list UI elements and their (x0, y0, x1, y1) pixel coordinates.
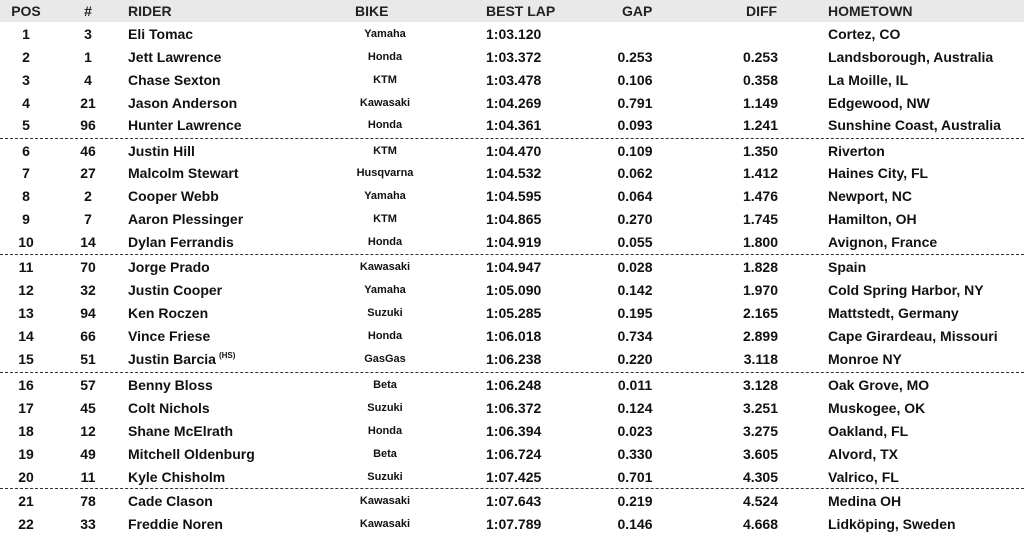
row-rider: Kyle Chisholm (128, 469, 226, 485)
row-number: 21 (80, 95, 96, 111)
row-gap: 0.253 (617, 49, 653, 65)
group-divider (0, 372, 1024, 373)
row-best-lap: 1:04.470 (486, 143, 542, 159)
row-diff: 2.165 (742, 305, 778, 321)
row-pos: 4 (22, 95, 30, 111)
row-hometown: Cape Girardeau, Missouri (828, 328, 998, 344)
row-rider: Ken Roczen (128, 305, 209, 321)
row-diff: 3.275 (742, 423, 778, 439)
row-pos: 21 (18, 493, 34, 509)
row-number: 14 (80, 234, 96, 250)
header-gap: GAP (622, 3, 653, 19)
row-best-lap: 1:07.643 (486, 493, 542, 509)
row-hometown: Oak Grove, MO (828, 377, 930, 393)
row-bike: Suzuki (367, 307, 403, 319)
row-number: 2 (84, 188, 92, 204)
row-best-lap: 1:03.478 (486, 72, 542, 88)
row-number: 46 (80, 143, 96, 159)
row-rider: Cade Clason (128, 493, 213, 509)
table-row (0, 325, 1024, 348)
group-divider (0, 488, 1024, 489)
row-bike: Yamaha (364, 284, 406, 296)
table-row (0, 23, 1024, 46)
header-diff: DIFF (746, 3, 778, 19)
row-diff: 1.800 (742, 234, 778, 250)
row-number: 27 (80, 165, 96, 181)
row-bike: Honda (367, 51, 403, 63)
row-hometown: Riverton (828, 143, 885, 159)
row-gap: 0.701 (617, 469, 653, 485)
row-diff: 1.241 (742, 117, 778, 133)
row-diff: 2.899 (742, 328, 778, 344)
row-best-lap: 1:06.394 (486, 423, 542, 439)
row-pos: 15 (18, 351, 34, 367)
row-bike: Suzuki (367, 402, 403, 414)
table-row (0, 443, 1024, 466)
row-number: 45 (80, 400, 96, 416)
row-gap: 0.146 (617, 516, 653, 532)
row-diff: 1.745 (742, 211, 778, 227)
row-rider: Mitchell Oldenburg (128, 446, 255, 462)
row-rider: Chase Sexton (128, 72, 221, 88)
row-bike: Yamaha (364, 28, 406, 40)
row-rider: Malcolm Stewart (128, 165, 239, 181)
row-rider: Hunter Lawrence (128, 117, 242, 133)
row-gap: 0.055 (617, 234, 653, 250)
table-row (0, 279, 1024, 302)
row-gap: 0.109 (617, 143, 653, 159)
row-hometown: Oakland, FL (828, 423, 909, 439)
row-bike: Beta (373, 448, 397, 460)
row-pos: 8 (22, 188, 30, 204)
row-gap: 0.142 (617, 282, 653, 298)
row-bike: Honda (367, 330, 403, 342)
table-row (0, 185, 1024, 208)
header-best-lap: BEST LAP (486, 3, 556, 19)
row-rider: Justin Hill (128, 143, 195, 159)
row-number: 4 (84, 72, 92, 88)
row-number: 66 (80, 328, 96, 344)
row-hometown: Cortez, CO (828, 26, 901, 42)
row-gap: 0.220 (617, 351, 653, 367)
row-pos: 11 (18, 259, 34, 275)
row-rider: Benny Bloss (128, 377, 213, 393)
table-header (0, 0, 1024, 22)
row-best-lap: 1:04.532 (486, 165, 542, 181)
row-diff: 1.476 (742, 188, 778, 204)
row-diff: 3.128 (742, 377, 778, 393)
table-row (0, 162, 1024, 185)
row-best-lap: 1:04.361 (486, 117, 542, 133)
row-rider: Aaron Plessinger (128, 211, 244, 227)
row-diff: 1.350 (742, 143, 778, 159)
row-pos: 14 (18, 328, 34, 344)
table-row (0, 69, 1024, 92)
table-row (0, 231, 1024, 254)
row-rider: Jett Lawrence (128, 49, 222, 65)
row-hometown: Sunshine Coast, Australia (828, 117, 1001, 133)
row-bike: Kawasaki (359, 495, 411, 507)
row-rider: Dylan Ferrandis (128, 234, 234, 250)
row-pos: 7 (22, 165, 30, 181)
rider-note: (HS) (218, 351, 236, 360)
row-rider: Cooper Webb (128, 188, 219, 204)
row-bike: Suzuki (367, 471, 403, 483)
row-hometown: Lidköping, Sweden (828, 516, 956, 532)
table-row (0, 397, 1024, 420)
row-best-lap: 1:05.090 (486, 282, 542, 298)
row-diff: 0.358 (742, 72, 778, 88)
row-gap: 0.023 (617, 423, 653, 439)
row-bike: Yamaha (364, 190, 406, 202)
row-gap: 0.734 (617, 328, 653, 344)
row-gap: 0.791 (617, 95, 653, 111)
row-bike: Beta (373, 379, 397, 391)
table-row (0, 490, 1024, 513)
group-divider (0, 254, 1024, 255)
row-best-lap: 1:03.372 (486, 49, 542, 65)
row-diff: 1.412 (742, 165, 778, 181)
row-pos: 16 (18, 377, 34, 393)
row-best-lap: 1:07.425 (486, 469, 542, 485)
row-diff: 4.668 (742, 516, 778, 532)
row-hometown: Alvord, TX (828, 446, 899, 462)
row-hometown: Edgewood, NW (828, 95, 930, 111)
row-hometown: Muskogee, OK (828, 400, 926, 416)
row-best-lap: 1:04.947 (486, 259, 542, 275)
row-rider: Justin Cooper (128, 282, 223, 298)
row-gap: 0.195 (617, 305, 653, 321)
row-number: 11 (80, 469, 96, 485)
header-number: # (84, 3, 92, 19)
row-best-lap: 1:06.724 (486, 446, 542, 462)
row-gap: 0.011 (617, 377, 653, 393)
row-hometown: Spain (828, 259, 867, 275)
row-best-lap: 1:04.865 (486, 211, 542, 227)
row-hometown: Valrico, FL (828, 469, 899, 485)
row-gap: 0.064 (617, 188, 653, 204)
row-rider: Jason Anderson (128, 95, 238, 111)
row-best-lap: 1:04.919 (486, 234, 542, 250)
row-gap: 0.219 (617, 493, 653, 509)
row-pos: 2 (22, 49, 30, 65)
table-row (0, 466, 1024, 489)
row-number: 78 (80, 493, 96, 509)
table-row (0, 302, 1024, 325)
row-bike: Kawasaki (359, 97, 411, 109)
row-pos: 9 (22, 211, 30, 227)
row-gap: 0.028 (617, 259, 653, 275)
row-gap: 0.330 (617, 446, 653, 462)
row-pos: 3 (22, 72, 30, 88)
row-rider: Shane McElrath (128, 423, 234, 439)
row-hometown: Landsborough, Australia (828, 49, 994, 65)
row-number: 7 (84, 211, 92, 227)
row-number: 96 (80, 117, 96, 133)
row-hometown: Cold Spring Harbor, NY (828, 282, 984, 298)
row-rider: Eli Tomac (128, 26, 194, 42)
row-bike: KTM (373, 145, 397, 157)
row-bike: Honda (367, 119, 403, 131)
row-gap: 0.106 (617, 72, 653, 88)
row-hometown: Medina OH (828, 493, 902, 509)
row-rider: Jorge Prado (128, 259, 210, 275)
table-row (0, 256, 1024, 279)
row-hometown: La Moille, IL (828, 72, 909, 88)
row-best-lap: 1:04.595 (486, 188, 542, 204)
row-gap: 0.062 (617, 165, 653, 181)
row-number: 49 (80, 446, 96, 462)
row-diff: 1.828 (742, 259, 778, 275)
row-pos: 17 (18, 400, 34, 416)
table-row (0, 348, 1024, 371)
row-number: 12 (80, 423, 96, 439)
row-number: 94 (80, 305, 96, 321)
row-bike: Kawasaki (359, 261, 411, 273)
row-hometown: Newport, NC (828, 188, 912, 204)
row-best-lap: 1:06.372 (486, 400, 542, 416)
row-pos: 19 (18, 446, 34, 462)
table-row (0, 140, 1024, 163)
row-hometown: Avignon, France (828, 234, 938, 250)
row-diff: 1.149 (742, 95, 778, 111)
table-row (0, 46, 1024, 69)
row-diff: 3.118 (743, 351, 778, 367)
row-pos: 13 (18, 305, 34, 321)
row-number: 33 (80, 516, 96, 532)
row-diff: 3.605 (742, 446, 778, 462)
table-row (0, 513, 1024, 536)
row-diff: 4.305 (742, 469, 778, 485)
row-number: 70 (80, 259, 96, 275)
row-rider: Colt Nichols (128, 400, 210, 416)
row-number: 57 (80, 377, 96, 393)
row-pos: 5 (22, 117, 30, 133)
table-row (0, 92, 1024, 115)
row-number: 1 (84, 49, 92, 65)
row-bike: Kawasaki (359, 518, 411, 530)
row-pos: 22 (18, 516, 34, 532)
row-best-lap: 1:05.285 (486, 305, 542, 321)
row-bike: KTM (373, 74, 397, 86)
row-gap: 0.093 (617, 117, 653, 133)
header-pos: POS (11, 3, 41, 19)
row-pos: 10 (18, 234, 34, 250)
row-pos: 1 (22, 26, 30, 42)
row-number: 51 (80, 351, 96, 367)
header-bike: BIKE (355, 3, 389, 19)
row-best-lap: 1:06.238 (486, 351, 542, 367)
row-diff: 4.524 (742, 493, 778, 509)
row-bike: KTM (373, 213, 397, 225)
row-number: 32 (80, 282, 96, 298)
table-row (0, 374, 1024, 397)
row-number: 3 (84, 26, 92, 42)
row-best-lap: 1:06.018 (486, 328, 542, 344)
row-rider: Vince Friese (128, 328, 211, 344)
row-pos: 20 (18, 469, 34, 485)
row-best-lap: 1:03.120 (486, 26, 542, 42)
row-rider: Justin Barcia $^{(HS)}$ (128, 351, 236, 367)
group-divider (0, 138, 1024, 139)
row-best-lap: 1:04.269 (486, 95, 542, 111)
table-row (0, 208, 1024, 231)
row-diff: 0.253 (742, 49, 778, 65)
row-bike: Husqvarna (356, 167, 414, 179)
row-bike: GasGas (364, 353, 406, 365)
row-hometown: Haines City, FL (828, 165, 929, 181)
row-pos: 12 (18, 282, 34, 298)
row-bike: Honda (367, 425, 403, 437)
row-diff: 1.970 (742, 282, 778, 298)
row-best-lap: 1:06.248 (486, 377, 542, 393)
row-hometown: Monroe NY (828, 351, 902, 367)
row-hometown: Mattstedt, Germany (828, 305, 959, 321)
row-rider: Freddie Noren (128, 516, 223, 532)
row-hometown: Hamilton, OH (828, 211, 917, 227)
row-gap: 0.124 (617, 400, 653, 416)
table-row (0, 420, 1024, 443)
row-gap: 0.270 (617, 211, 653, 227)
header-hometown: HOMETOWN (828, 3, 913, 19)
row-best-lap: 1:07.789 (486, 516, 542, 532)
row-diff: 3.251 (742, 400, 778, 416)
row-pos: 6 (22, 143, 30, 159)
header-rider: RIDER (128, 3, 172, 19)
table-row (0, 114, 1024, 137)
row-pos: 18 (18, 423, 34, 439)
row-bike: Honda (367, 236, 403, 248)
